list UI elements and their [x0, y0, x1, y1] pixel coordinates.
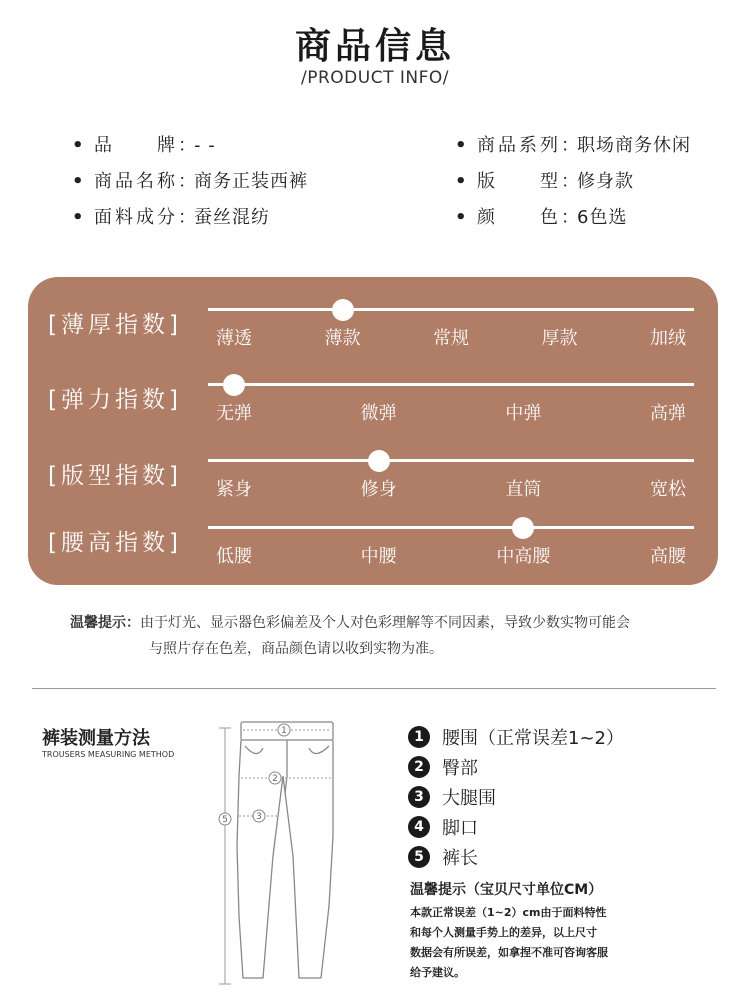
diagram-label: 5	[222, 815, 228, 825]
tip-title: 温馨提示（宝贝尺寸单位CM）	[410, 882, 603, 898]
info-value: 商务正装西裤	[194, 171, 308, 192]
index-option: 高弹	[650, 403, 686, 424]
tip-line: 给予建议。	[410, 966, 465, 979]
index-option: 无弹	[216, 403, 252, 424]
legend-label: 臀部	[442, 758, 478, 779]
measure-tip	[410, 879, 660, 983]
info-value: 蚕丝混纺	[194, 207, 270, 228]
info-label: 商品名称：	[94, 171, 199, 192]
legend-item	[408, 752, 624, 782]
index-panel	[28, 277, 718, 585]
index-option: 紧身	[216, 479, 252, 500]
legend-label: 脚口	[442, 818, 478, 839]
section-divider	[32, 688, 716, 689]
page-subtitle: /PRODUCT INFO/	[301, 68, 449, 88]
info-value: - -	[194, 135, 216, 156]
index-option: 宽松	[650, 479, 686, 500]
notice-line-1: 由于灯光、显示器色彩偏差及个人对色彩理解等不同因素，导致少数实物可能会	[140, 615, 630, 631]
number-badge-icon: 1	[408, 726, 430, 748]
legend-item	[408, 782, 624, 812]
index-slider-track	[208, 459, 694, 462]
legend-label: 腰围（正常误差1~2）	[442, 728, 624, 749]
index-slider-track	[208, 383, 694, 386]
legend-label: 大腿围	[442, 788, 496, 809]
index-title: [版型指数]	[48, 463, 182, 489]
info-label: 版 型：	[477, 171, 582, 192]
number-badge-icon: 5	[408, 846, 430, 868]
index-slider-knob	[368, 450, 390, 472]
index-option: 修身	[360, 479, 397, 500]
notice-label: 温馨提示：	[70, 615, 140, 631]
info-row	[455, 205, 691, 241]
bullet-icon: •	[72, 207, 84, 228]
info-row	[72, 205, 308, 241]
index-title: [弹力指数]	[48, 387, 182, 413]
bullet-icon: •	[455, 171, 467, 192]
right-pocket	[309, 746, 329, 754]
info-row	[72, 169, 308, 205]
info-label: 品 牌：	[94, 135, 199, 156]
index-option: 中弹	[505, 403, 542, 424]
info-label: 面料成分：	[94, 207, 199, 228]
info-value: 职场商务休闲	[577, 135, 691, 156]
legend-label: 裤长	[442, 848, 478, 869]
bullet-icon: •	[72, 135, 84, 156]
index-slider-knob	[223, 374, 245, 396]
info-row	[455, 133, 691, 169]
measure-legend	[408, 722, 624, 872]
info-label: 颜 色：	[477, 207, 582, 228]
info-row	[72, 133, 308, 169]
tip-line: 数据会有所误差，如拿捏不准可咨询客服	[410, 946, 608, 959]
tip-line: 和每个人测量手势上的差异，以上尺寸	[410, 926, 597, 939]
index-option: 薄透	[216, 328, 252, 349]
number-badge-icon: 2	[408, 756, 430, 778]
tip-line: 本款正常误差（1~2）cm由于面料特性	[410, 906, 607, 919]
index-option: 厚款	[541, 328, 578, 349]
index-slider-track	[208, 526, 694, 529]
index-title: [腰高指数]	[48, 530, 182, 556]
measure-title: 裤装测量方法	[42, 728, 150, 749]
notice	[70, 610, 630, 662]
diagram-label: 2	[272, 774, 278, 784]
diagram-label: 1	[281, 726, 287, 736]
info-label: 商品系列：	[477, 135, 582, 156]
measure-subtitle: TROUSERS MEASURING METHOD	[42, 750, 175, 759]
legend-item	[408, 812, 624, 842]
number-badge-icon: 3	[408, 786, 430, 808]
index-option: 微弹	[360, 403, 397, 424]
index-option: 高腰	[650, 546, 686, 567]
pants-outline	[237, 740, 333, 978]
index-option: 中腰	[360, 546, 397, 567]
index-slider-track	[208, 308, 694, 311]
index-option: 低腰	[216, 546, 252, 567]
tip-body	[410, 903, 660, 983]
bullet-icon: •	[455, 207, 467, 228]
index-slider-knob	[332, 299, 354, 321]
info-value: 6色选	[577, 207, 628, 228]
page-title: 商品信息	[294, 26, 455, 67]
legend-item	[408, 842, 624, 872]
diagram-label: 3	[256, 812, 262, 822]
number-badge-icon: 4	[408, 816, 430, 838]
fly-line	[285, 740, 287, 794]
info-row	[455, 169, 691, 205]
notice-line-2: 与照片存在色差，商品颜色请以收到实物为准。	[149, 641, 443, 657]
trousers-diagram	[205, 716, 335, 1001]
index-option: 常规	[433, 328, 469, 349]
legend-item	[408, 722, 624, 752]
index-option: 薄款	[324, 328, 361, 349]
index-title: [薄厚指数]	[48, 312, 182, 338]
index-slider-knob	[512, 517, 534, 539]
info-value: 修身款	[577, 171, 634, 192]
index-option: 中高腰	[496, 546, 551, 567]
bullet-icon: •	[455, 135, 467, 156]
bullet-icon: •	[72, 171, 84, 192]
index-option: 直筒	[505, 479, 542, 500]
left-pocket	[245, 746, 263, 754]
info-column-left	[72, 133, 308, 241]
index-option: 加绒	[650, 328, 686, 349]
info-column-right	[455, 133, 691, 241]
